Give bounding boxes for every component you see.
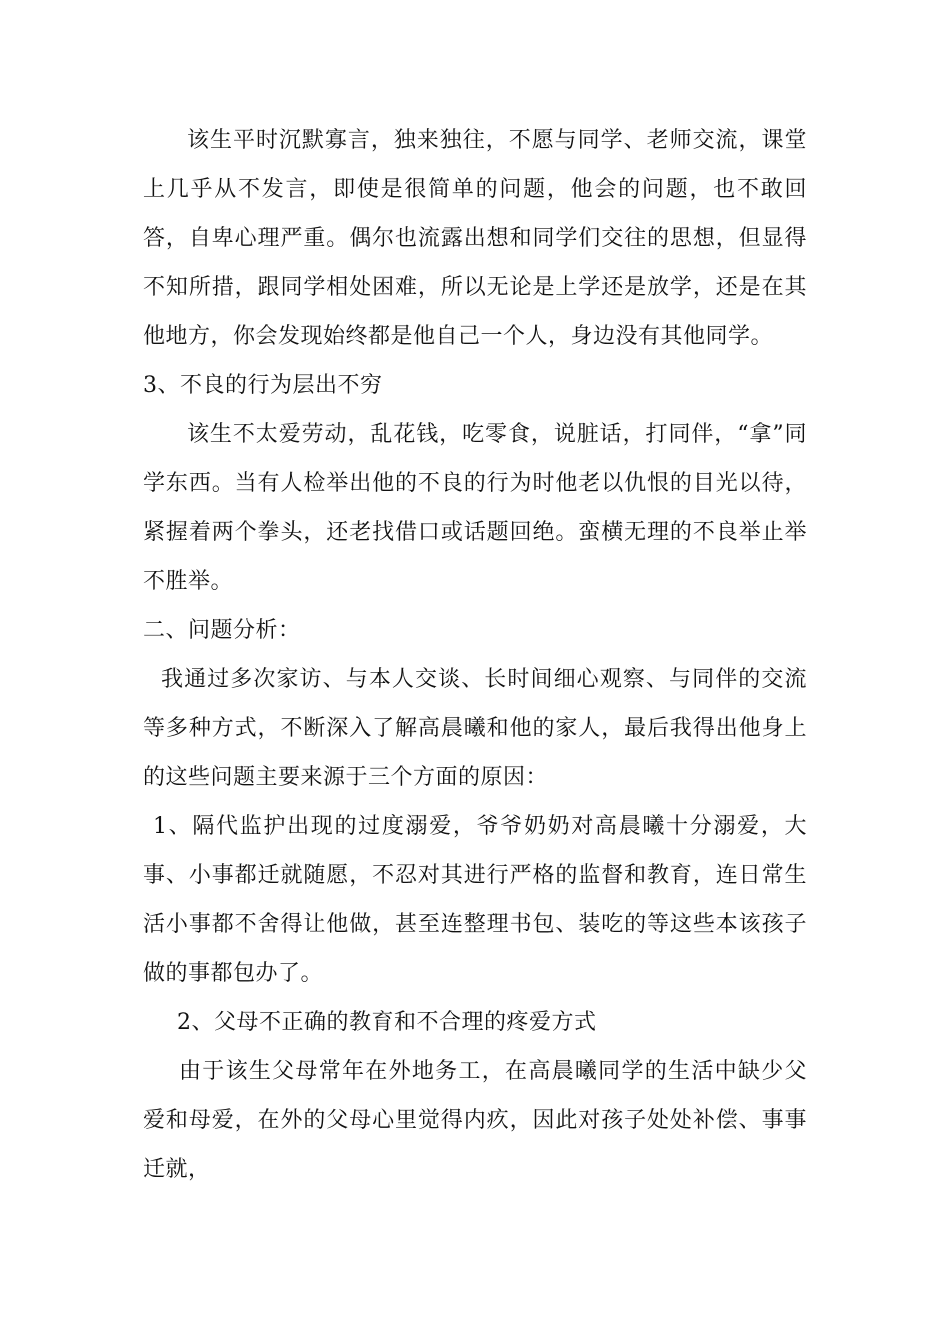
section-heading-problem-analysis: 二、问题分析： (143, 618, 301, 643)
paragraph-cause-1: 1、隔代监护出现的过度溺爱，爷爷奶奶对高晨曦十分溺爱，大事、小事都迁就随愿，不忍对其进行严格的监督和教育，连日常生活小事都不舍得让他做，甚至连整理书包、装吃的等这些本该孩子做的事都包办了。 (143, 814, 807, 986)
document-body (143, 116, 807, 1194)
section-heading-cause-2: 2、父母不正确的教育和不合理的疼爱方式 (177, 1010, 597, 1035)
paragraph-bad-behavior: 该生不太爱劳动，乱花钱，吃零食，说脏话，打同伴，“拿”同学东西。当有人检举出他的不良的行为时他老以仇恨的目光以待，紧握着两个拳头，还老找借口或话题回绝。蛮横无理的不良举止举不胜举。 (143, 422, 807, 594)
paragraph-analysis-intro: 我通过多次家访、与本人交谈、长时间细心观察、与同伴的交流等多种方式，不断深入了解高晨曦和他的家人，最后我得出他身上的这些问题主要来源于三个方面的原因： (143, 667, 807, 790)
paragraph-cause-2: 由于该生父母常年在外地务工，在高晨曦同学的生活中缺少父爱和母爱，在外的父母心里觉得内疚，因此对孩子处处补偿、事事迁就， (143, 1059, 807, 1182)
section-heading-bad-behavior: 3、不良的行为层出不穷 (143, 373, 383, 398)
paragraph-isolation: 该生平时沉默寡言，独来独往，不愿与同学、老师交流，课堂上几乎从不发言，即使是很简单的问题，他会的问题，也不敢回答，自卑心理严重。偶尔也流露出想和同学们交往的思想，但显得不知所措，跟同学相处困难，所以无论是上学还是放学，还是在其他地方，你会发现始终都是他自己一个人，身边没有其他同学。 (143, 128, 807, 349)
